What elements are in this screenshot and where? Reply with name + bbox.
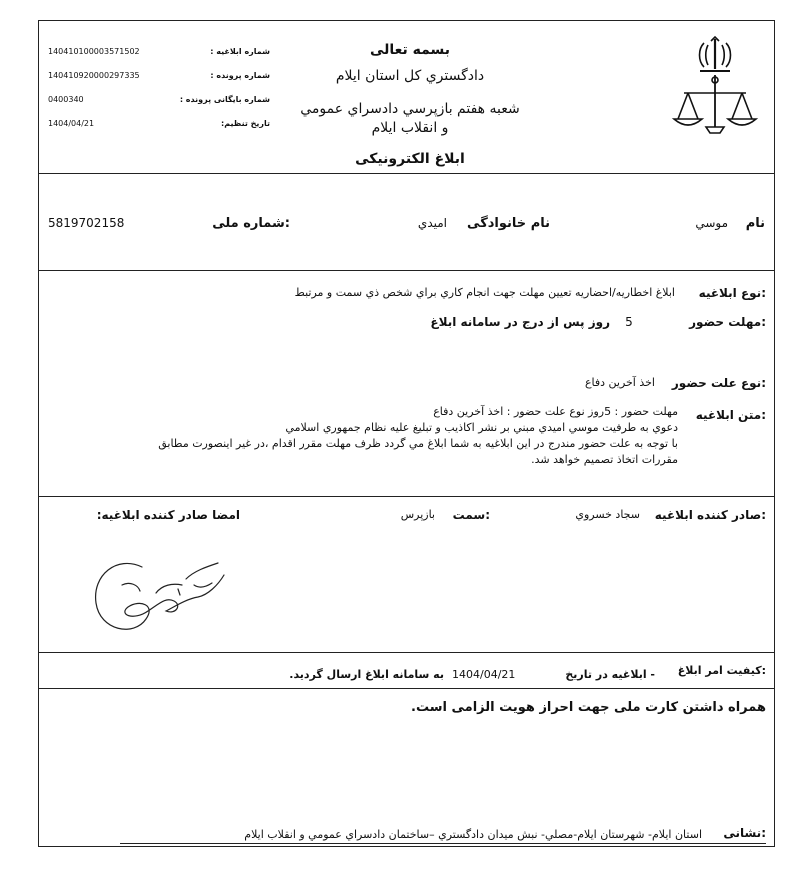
deadline-days: 5 bbox=[625, 315, 633, 329]
address-value: استان ايلام- شهرستان ايلام-مصلي- نبش ميدان دادگستري –ساختمان دادسراي عمومي و انقلاب ايلام bbox=[244, 828, 702, 841]
meta-value: 1404/04/21 bbox=[48, 119, 95, 128]
meta-label: شماره ابلاغیه : bbox=[210, 47, 270, 56]
handwritten-signature bbox=[82, 545, 232, 645]
first-name-value: موسي bbox=[695, 216, 728, 230]
role-value: بازپرس bbox=[400, 508, 435, 521]
document-title: ابلاغ الکترونيکی bbox=[355, 151, 465, 167]
branch-line-2: و انقلاب ايلام bbox=[371, 120, 449, 136]
signature-label: امضا صادر کننده ابلاغیه: bbox=[96, 508, 240, 522]
id-requirement-note: همراه داشتن کارت ملی جهت احراز هويت الزامی است. bbox=[411, 700, 766, 715]
body-line-3: با توجه به علت حضور مندرج در اين ابلاغيه به شما ابلاغ مي گردد ظرف مهلت مقرر اقدام ،در غير اينصورت مطابق bbox=[158, 437, 678, 450]
reason-value: اخذ آخرين دفاع bbox=[584, 376, 655, 389]
branch-line-1: شعبه هفتم بازپرسي دادسراي عمومي bbox=[300, 101, 520, 117]
deadline-label: مهلت حضور: bbox=[689, 315, 766, 329]
issuer-label: صادر کننده ابلاغیه: bbox=[654, 508, 766, 522]
first-name-label: نام bbox=[745, 216, 765, 231]
meta-label: تاریخ تنظیم: bbox=[221, 119, 270, 128]
bismillah: بسمه تعالی bbox=[369, 42, 451, 58]
divider-issuer bbox=[38, 652, 775, 653]
national-id-value: 5819702158 bbox=[48, 216, 125, 230]
iran-emblem-scales-icon bbox=[670, 35, 760, 147]
divider-delivery bbox=[38, 688, 775, 689]
reason-label: نوع علت حضور: bbox=[671, 376, 766, 390]
divider-person bbox=[38, 270, 775, 271]
divider-notice bbox=[38, 496, 775, 497]
last-name-label: نام خانوادگی bbox=[467, 216, 550, 231]
national-id-label: شماره ملی: bbox=[212, 216, 290, 231]
body-line-1: مهلت حضور : 5روز نوع علت حضور : اخذ آخرين دفاع bbox=[433, 405, 678, 418]
deadline-text: روز پس از درج در سامانه ابلاغ bbox=[430, 315, 610, 329]
notice-type-label: نوع ابلاغیه: bbox=[698, 286, 766, 300]
notice-type-value: ابلاغ اخطاريه/احضاريه تعيين مهلت جهت انجام كاري براي شخص ذي سمت و مرتبط bbox=[294, 286, 675, 299]
body-line-2: دعوي به طرفيت موسي اميدي مبني بر نشر اكاذيب و تبليغ عليه نظام جمهوري اسلامي bbox=[285, 421, 678, 434]
issuer-name: سجاد خسروي bbox=[575, 508, 640, 521]
meta-value: 0400340 bbox=[48, 95, 84, 104]
body-line-4: مقررات اتخاذ تصميم خواهد شد. bbox=[531, 453, 678, 466]
meta-label: شماره پرونده : bbox=[210, 71, 270, 80]
meta-value: 140410920000297335 bbox=[48, 71, 140, 80]
divider-header bbox=[38, 173, 775, 174]
meta-value: 140410100003571502 bbox=[48, 47, 140, 56]
delivery-suffix: به سامانه ابلاغ ارسال گردید. bbox=[289, 668, 444, 681]
delivery-quality-label: کیفیت امر ابلاغ: bbox=[677, 664, 766, 677]
address-label: نشانی: bbox=[723, 826, 766, 840]
body-label: متن ابلاغیه: bbox=[695, 408, 766, 422]
meta-label: شماره بایگانی پرونده : bbox=[179, 95, 270, 104]
delivery-prefix: - ابلاغیه در تاریخ bbox=[565, 668, 655, 681]
last-name-value: اميدي bbox=[417, 216, 447, 230]
delivery-date: 1404/04/21 bbox=[452, 668, 516, 681]
role-label: سمت: bbox=[452, 508, 490, 522]
court-name: دادگستري كل استان ايلام bbox=[335, 68, 485, 84]
address-underline bbox=[120, 843, 766, 844]
